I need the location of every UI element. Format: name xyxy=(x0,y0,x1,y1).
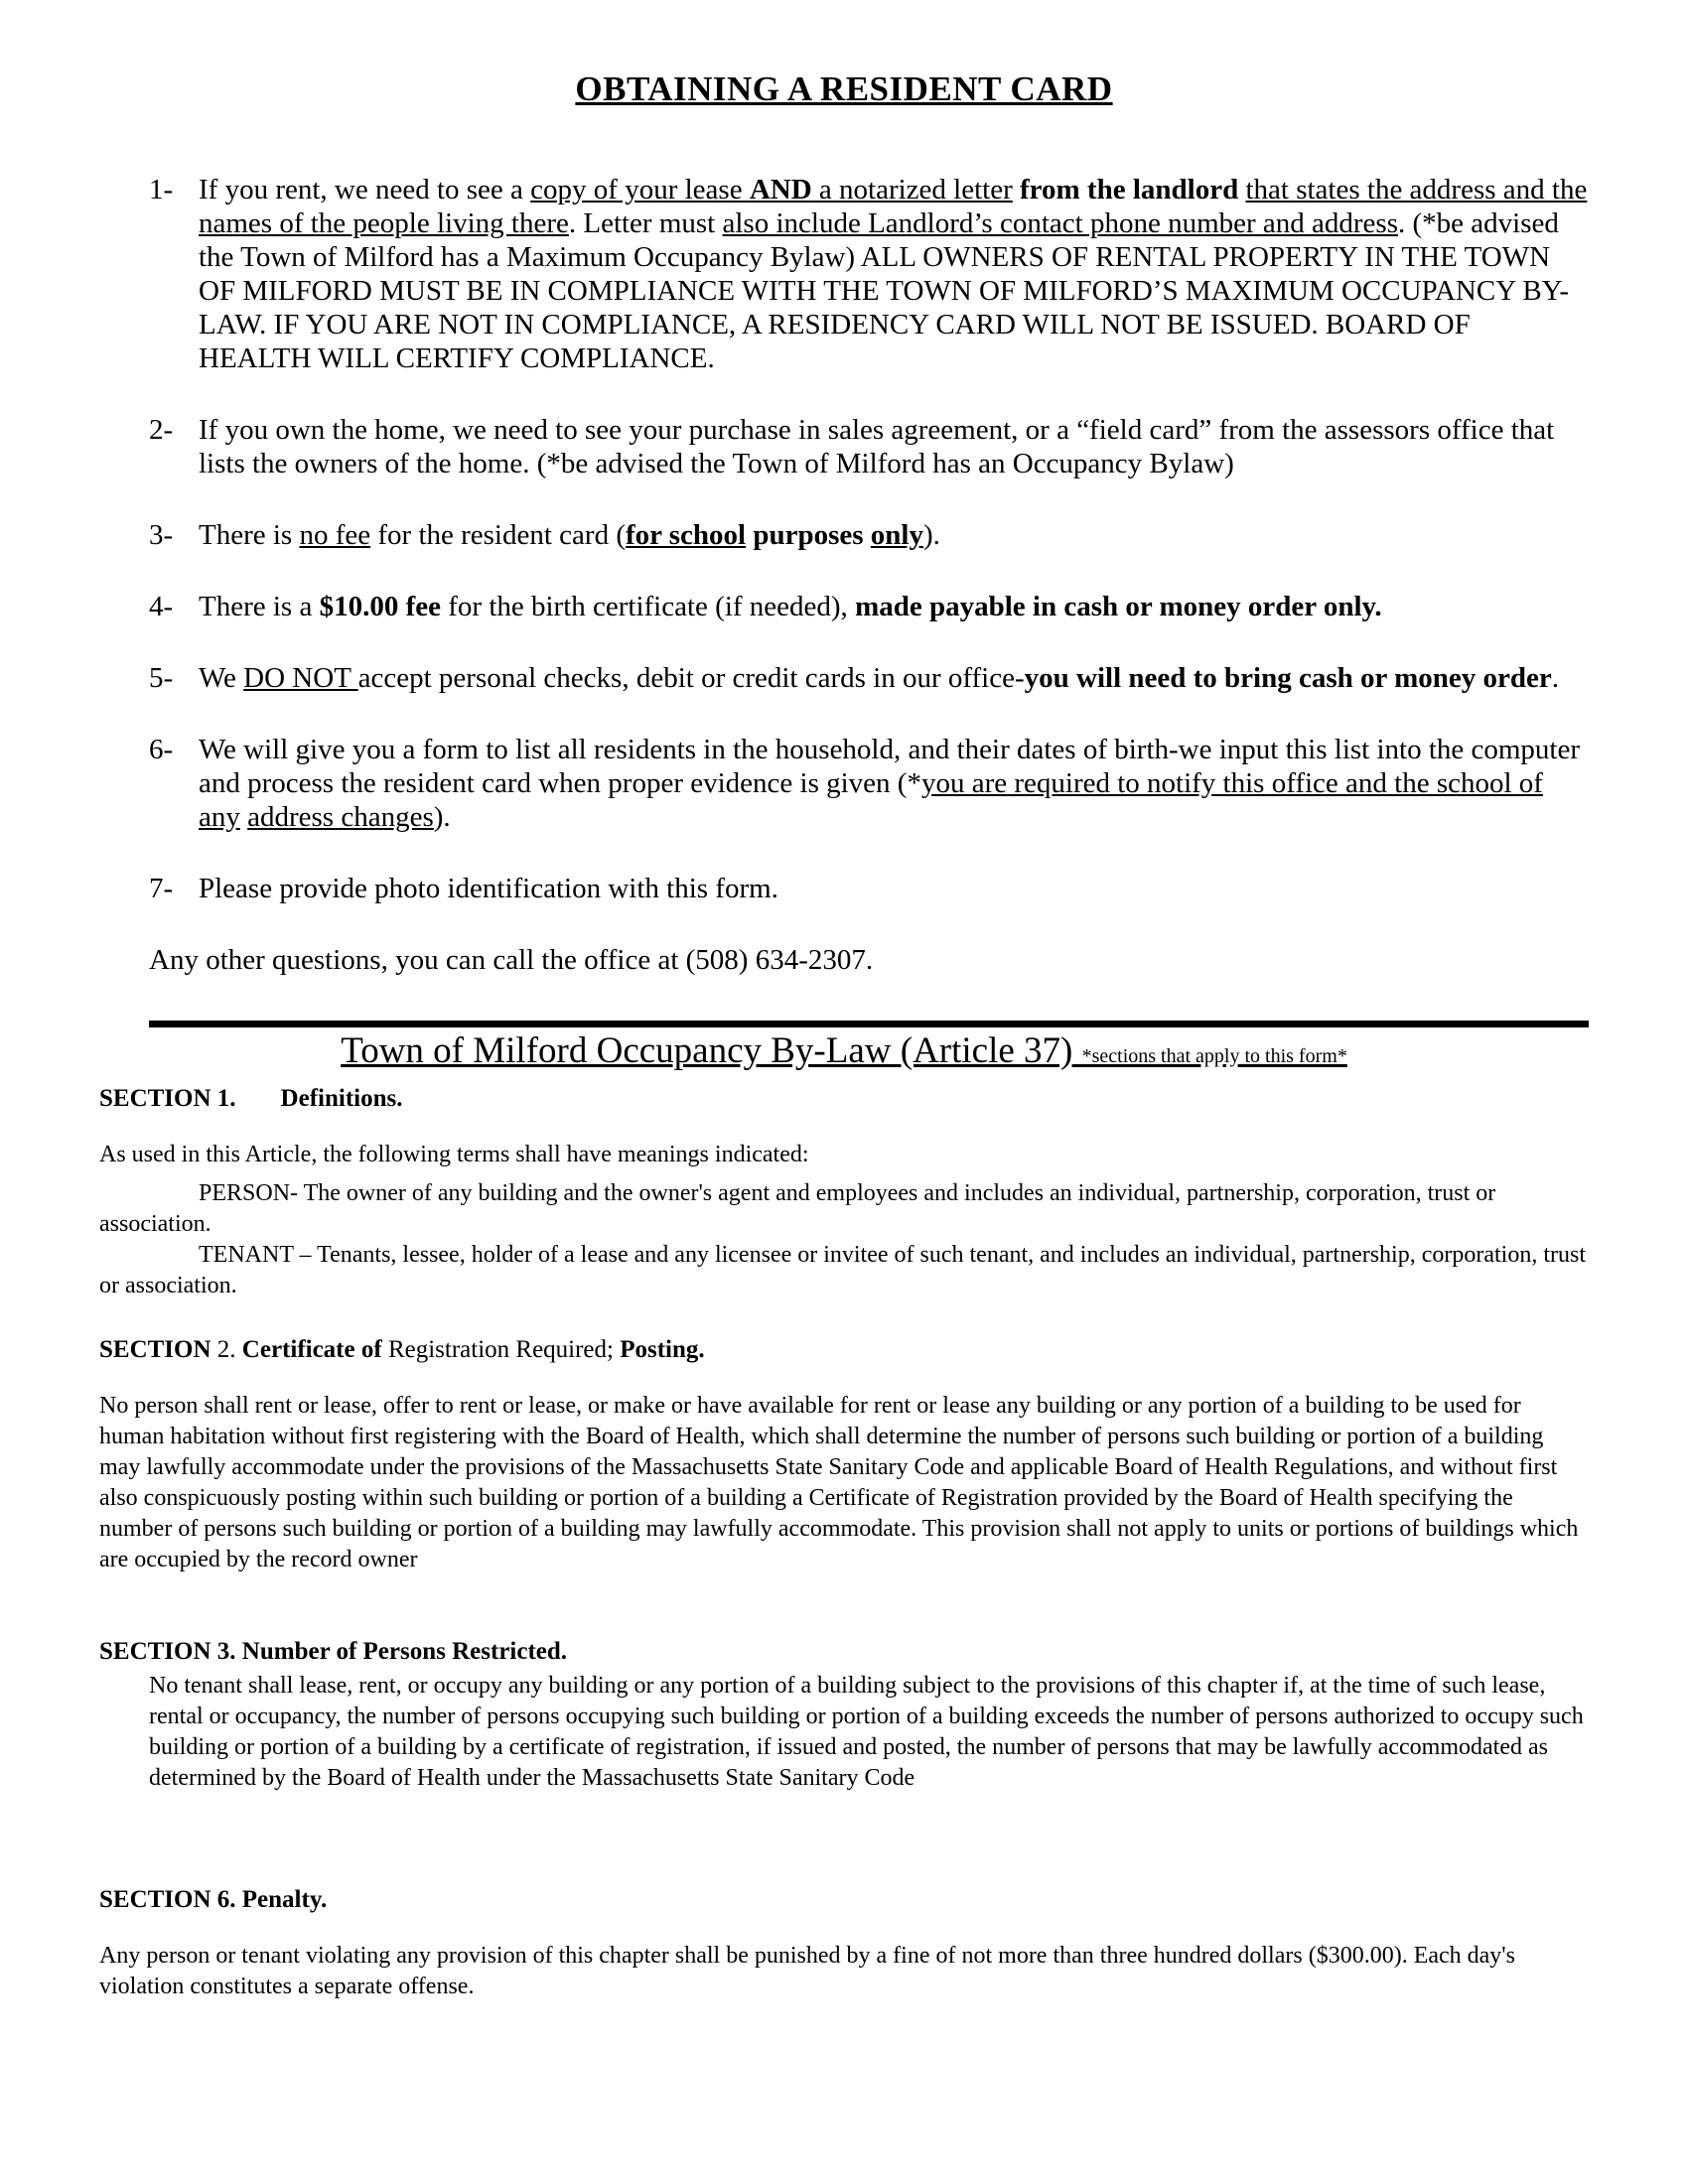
bylaw-heading-note: *sections that apply to this form* xyxy=(1081,1045,1347,1067)
section1-label: SECTION 1. xyxy=(99,1085,236,1112)
person-definition: PERSON- The owner of any building and the owner's agent and employees and includes an individual, partnership, corporation, trust or association. xyxy=(99,1180,1496,1237)
item-number: 7- xyxy=(149,873,174,904)
bylaw-heading xyxy=(99,1029,1589,1078)
item-text: There is no fee for the resident card (for school purposes only). xyxy=(199,519,940,551)
section3-heading: SECTION 3. Number of Persons Restricted. xyxy=(99,1638,568,1665)
bylaw-heading-main: Town of Milford Occupancy By-Law (Article 37) xyxy=(341,1030,1082,1071)
section1-title: Definitions. xyxy=(280,1085,403,1112)
section6-body: Any person or tenant violating any provision of this chapter shall be punished by a fine of not more than three hundred dollars ($300.00). Each day's violation constitutes a separate offense. xyxy=(99,1943,1515,1999)
page-title: OBTAINING A RESIDENT CARD xyxy=(575,69,1113,108)
item-text: Please provide photo identification with this form. xyxy=(199,873,778,904)
section6-heading: SECTION 6. Penalty. xyxy=(99,1886,328,1913)
item-number: 5- xyxy=(149,662,174,694)
list-item-6 xyxy=(99,733,1589,834)
list-item-1 xyxy=(99,173,1589,375)
item-text: We DO NOT accept personal checks, debit or credit cards in our office-you will need to bring cash or money order. xyxy=(199,662,1560,694)
section2-heading: SECTION 2. Certificate of Registration Required; Posting. xyxy=(99,1336,705,1363)
section1-heading xyxy=(99,1084,1589,1114)
item-text: If you own the home, we need to see your purchase in sales agreement, or a “field card” from the assessors office that lists the owners of the home. (*be advised the Town of Milford has an Occupancy Bylaw) xyxy=(199,414,1555,479)
list-item-2 xyxy=(99,413,1589,480)
section-divider xyxy=(149,1021,1589,1027)
instruction-list xyxy=(99,173,1589,905)
bylaw-body xyxy=(99,1140,1589,2002)
item-number: 1- xyxy=(149,174,174,205)
tenant-definition: TENANT – Tenants, lessee, holder of a lease and any licensee or invitee of such tenant, and includes an individual, partnership, corporation, trust or association. xyxy=(99,1242,1587,1298)
item-text: If you rent, we need to see a copy of your lease AND a notarized letter from the landlord that states the address and the names of the people living there. Letter must also include Landlord’s contact phone number and address. (*be advised the Town of Milford has a Maximum Occupancy Bylaw) ALL OWNERS OF RENTAL PROPERTY IN THE TOWN OF MILFORD MUST BE IN COMPLIANCE WITH THE TOWN OF MILFORD’S MAXIMUM OCCUPANCY BY-LAW. IF YOU ARE NOT IN COMPLIANCE, A RESIDENCY CARD WILL NOT BE ISSUED. BOARD OF HEALTH WILL CERTIFY COMPLIANCE. xyxy=(199,174,1588,374)
section3-body: No tenant shall lease, rent, or occupy any building or any portion of a building subject to the provisions of this chapter if, at the time of such lease, rental or occupancy, the number of persons occupying such building or portion of a building exceeds the number of persons authorized to occupy such building or portion of a building by a certificate of registration, if issued and posted, the number of persons that may be lawfully accommodated as determined by the Board of Health under the Massachusetts State Sanitary Code xyxy=(149,1673,1584,1791)
item-number: 3- xyxy=(149,519,174,551)
section2-body: No person shall rent or lease, offer to rent or lease, or make or have available for rent or lease any building or any portion of a building to be used for human habitation without first registering with the Board of Health, which shall determine the number of persons such building or portion of a building may lawfully accommodate under the provisions of the Massachusetts State Sanitary Code and applicable Board of Health Regulations, and without first also conspicuously posting within such building or portion of a building a Certificate of Registration provided by the Board of Health specifying the number of persons such building or portion of a building may lawfully accommodate. This provision shall not apply to units or portions of buildings which are occupied by the record owner xyxy=(99,1393,1579,1572)
section1-intro: As used in this Article, the following terms shall have meanings indicated: xyxy=(99,1142,809,1167)
list-item-7 xyxy=(99,872,1589,905)
item-text: There is a $10.00 fee for the birth certificate (if needed), made payable in cash or money order only. xyxy=(199,591,1382,622)
bylaw-heading-underline xyxy=(341,1030,1347,1071)
item-text: We will give you a form to list all residents in the household, and their dates of birth-we input this list into the computer and process the resident card when proper evidence is given (*you are required to notify this office and the school of any address changes). xyxy=(199,734,1581,833)
item-number: 6- xyxy=(149,734,174,765)
item-number: 2- xyxy=(149,414,174,446)
list-item-4 xyxy=(99,590,1589,623)
list-item-3 xyxy=(99,518,1589,552)
closing-note: Any other questions, you can call the office at (508) 634-2307. xyxy=(149,944,874,976)
item-number: 4- xyxy=(149,591,174,622)
list-item-5 xyxy=(99,661,1589,695)
